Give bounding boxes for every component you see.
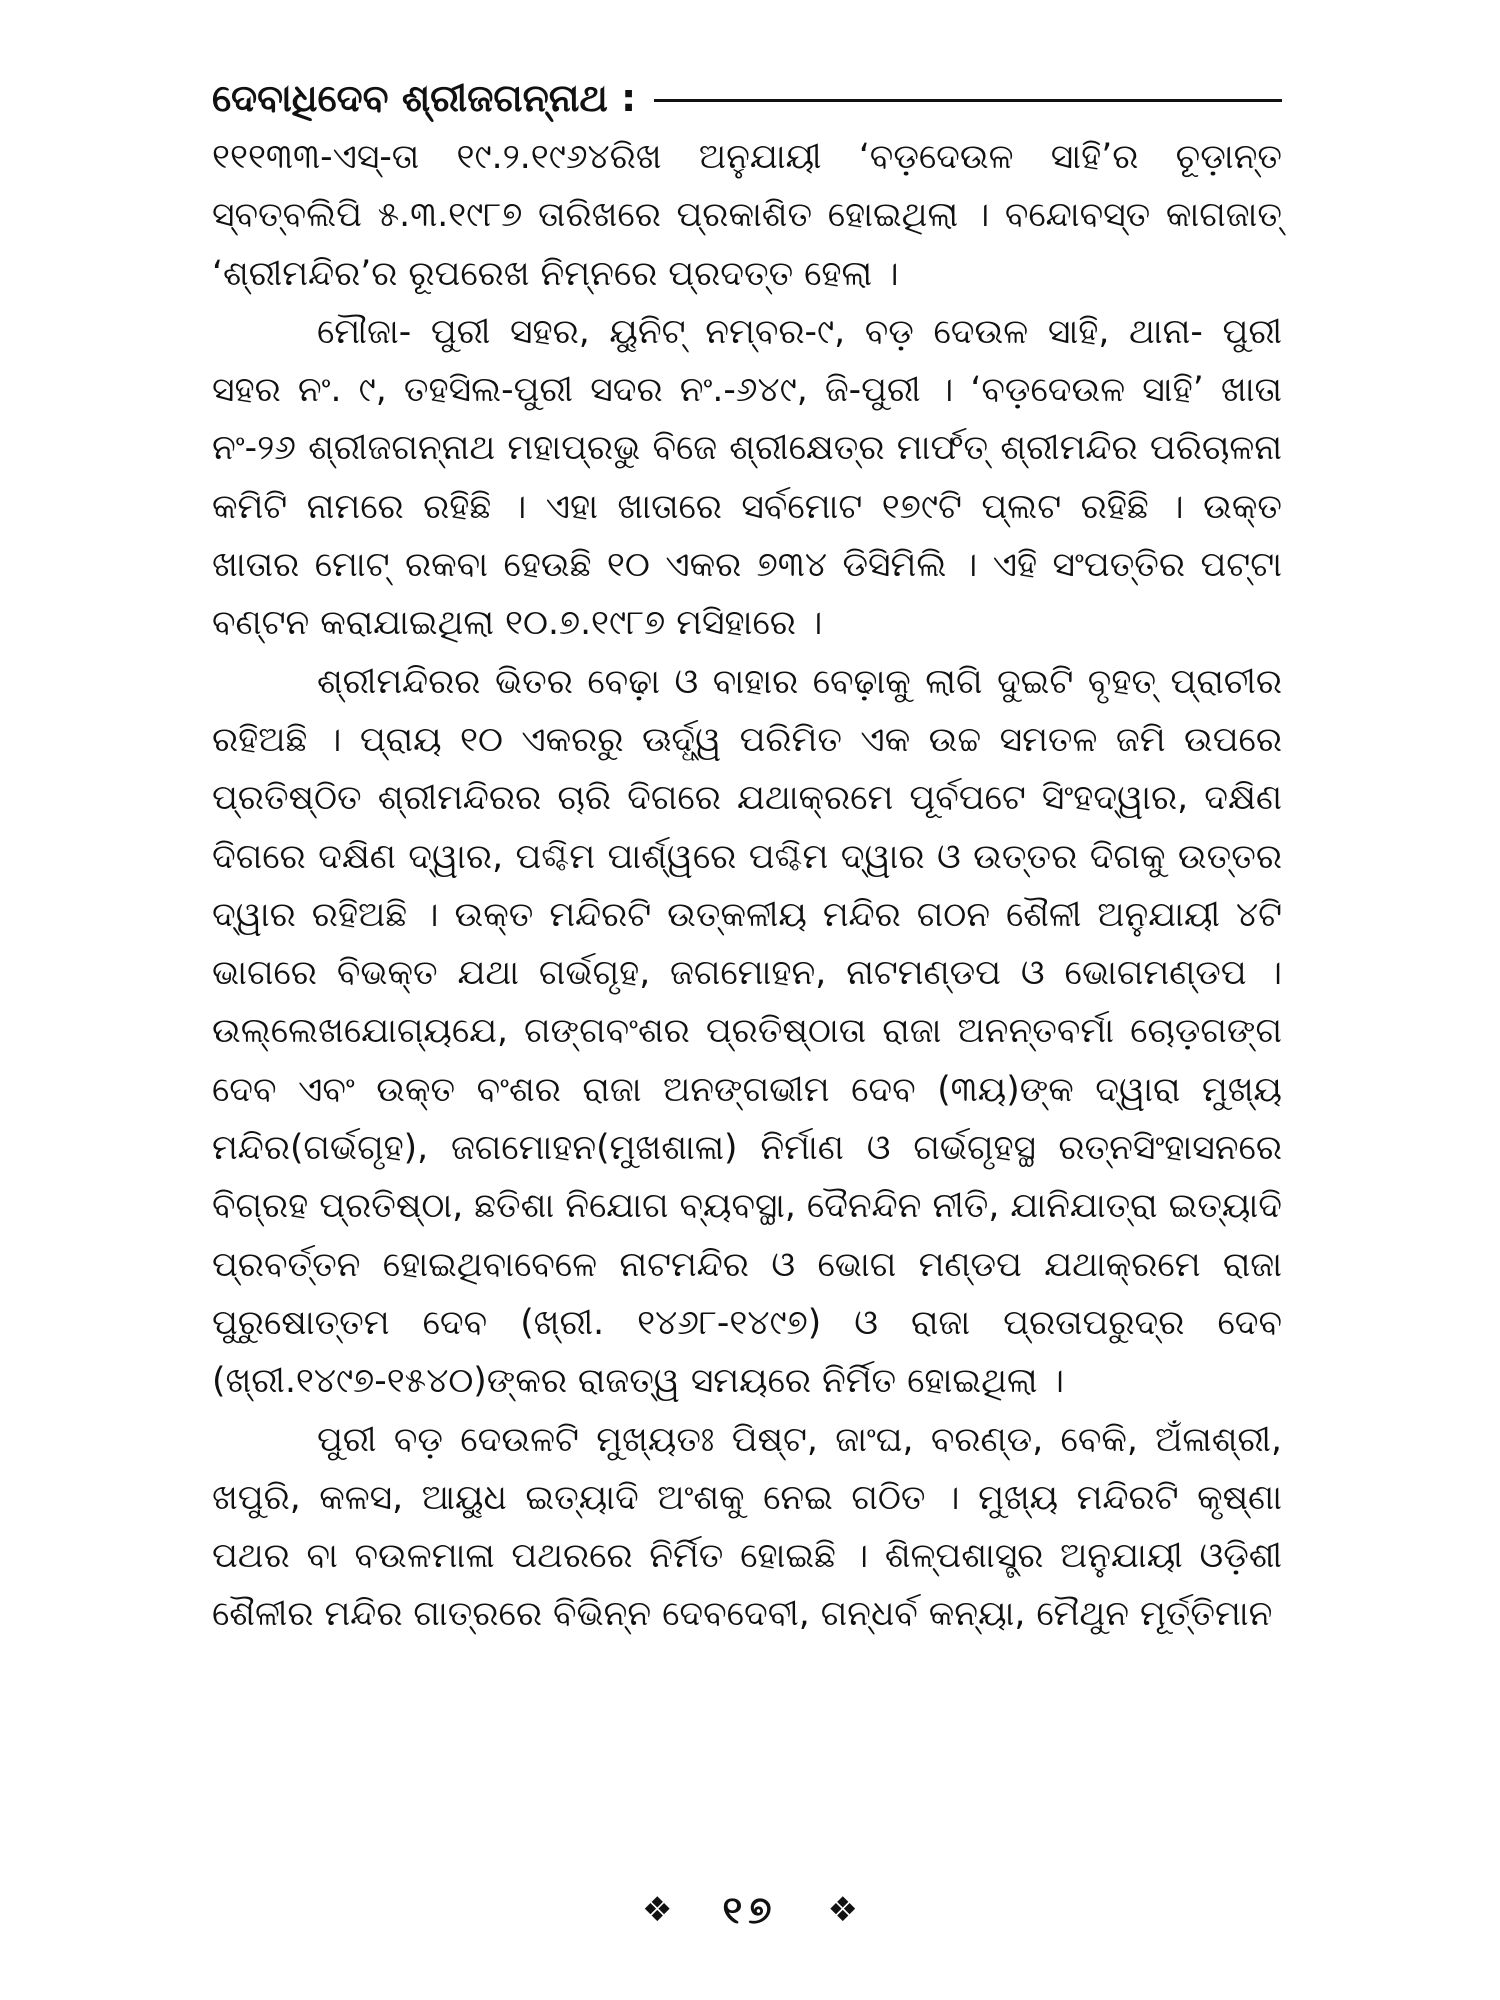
body-text: [212, 128, 1282, 1644]
paragraph-4: ପୁରୀ ବଡ଼ ଦେଉଳଟି ମୁଖ୍ୟତଃ ପିଷ୍ଟ, ଜାଂଘ, ବରଣ୍ଡ, ବେକି, ଅଁଳାଶ୍ରୀ, ଖପୁରି, କଳସ, ଆୟୁଧ ଇତ୍ୟାଦି ଅଂଶକୁ ନେଇ ଗଠିତ । ମୁଖ୍ୟ ମନ୍ଦିରଟି କୃଷ୍ଣା ପଥର ବା ବଉଳମାଳା ପଥରରେ ନିର୍ମିତ ହୋଇଛି । ଶିଳ୍ପଶାସ୍ତ୍ର ଅନୁଯାୟୀ ଓଡ଼ିଶୀ ଶୈଳୀର ମନ୍ଦିର ଗାତ୍ରରେ ବିଭିନ୍ନ ଦେବଦେବୀ, ଗନ୍ଧର୍ବ କନ୍ୟା, ମୈଥୁନ ମୂର୍ତ୍ତିମାନ: [212, 1419, 1282, 1635]
paragraph-2: ମୌଜା- ପୁରୀ ସହର, ୟୁନିଟ୍ ନମ୍ବର-୯, ବଡ଼ ଦେଉଳ ସାହି, ଥାନା- ପୁରୀ ସହର ନଂ. ୯, ତହସିଲ-ପୁରୀ ସଦର ନଂ.-୬୪୯, ଜି-ପୁରୀ । ‘ବଡ଼ଦେଉଳ ସାହି’ ଖାତା ନଂ-୨୬ ଶ୍ରୀଜଗନ୍ନାଥ ମହାପ୍ରଭୁ ବିଜେ ଶ୍ରୀକ୍ଷେତ୍ର ମାର୍ଫତ୍ ଶ୍ରୀମନ୍ଦିର ପରିଚାଳନା କମିଟି ନାମରେ ରହିଛି । ଏହା ଖାତାରେ ସର୍ବମୋଟ ୧୭୯ଟି ପ୍ଲଟ ରହିଛି । ଉକ୍ତ ଖାତାର ମୋଟ୍ ରକବା ହେଉଛି ୧୦ ଏକର ୭୩୪ ଡିସିମିଲି । ଏହି ସଂପତ୍ତିର ପଟ୍ଟା ବଣ୍ଟନ କରାଯାଇଥିଲା ୧୦.୭.୧୯୮୭ ମସିହାରେ ।: [212, 311, 1282, 644]
paragraph-1: ୧୧୧୩୩-ଏସ୍-ତା ୧୯.୨.୧୯୬୪ରିଖ ଅନୁଯାୟୀ ‘ବଡ଼ଦେଉଳ ସାହି’ର ଚୂଡ଼ାନ୍ତ ସ୍ବତ୍ବଲିପି ୫.୩.୧୯୮୭ ତାରିଖରେ ପ୍ରକାଶିତ ହୋଇଥିଲା । ବନ୍ଦୋବସ୍ତ କାଗଜାତ୍ ‘ଶ୍ରୀମନ୍ଦିର’ର ରୂପରେଖ ନିମ୍ନରେ ପ୍ରଦତ୍ତ ହେଲା ।: [212, 137, 1282, 294]
running-header: [212, 70, 1282, 126]
paragraph-3: ଶ୍ରୀମନ୍ଦିରର ଭିତର ବେଢ଼ା ଓ ବାହାର ବେଢ଼ାକୁ ଲାଗି ଦୁଇଟି ବୃହତ୍ ପ୍ରାଚୀର ରହିଅଛି । ପ୍ରାୟ ୧୦ ଏକରରୁ ଊର୍ଦ୍ଧ୍ୱ ପରିମିତ ଏକ ଉଚ୍ଚ ସମତଳ ଜମି ଉପରେ ପ୍ରତିଷ୍ଠିତ ଶ୍ରୀମନ୍ଦିରର ଚାରି ଦିଗରେ ଯଥାକ୍ରମେ ପୂର୍ବପଟେ ସିଂହଦ୍ୱାର, ଦକ୍ଷିଣ ଦିଗରେ ଦକ୍ଷିଣ ଦ୍ୱାର, ପଶ୍ଚିମ ପାର୍ଶ୍ୱରେ ପଶ୍ଚିମ ଦ୍ୱାର ଓ ଉତ୍ତର ଦିଗକୁ ଉତ୍ତର ଦ୍ୱାର ରହିଅଛି । ଉକ୍ତ ମନ୍ଦିରଟି ଉତ୍କଳୀୟ ମନ୍ଦିର ଗଠନ ଶୈଳୀ ଅନୁଯାୟୀ ୪ଟି ଭାଗରେ ବିଭକ୍ତ ଯଥା ଗର୍ଭଗୃହ, ଜଗମୋହନ, ନାଟମଣ୍ଡପ ଓ ଭୋଗମଣ୍ଡପ । ଉଲ୍ଲେଖଯୋଗ୍ୟଯେ, ଗଙ୍ଗବଂଶର ପ୍ରତିଷ୍ଠାତା ରାଜା ଅନନ୍ତବର୍ମା ଚୋଡ଼ଗଙ୍ଗ ଦେବ ଏବଂ ଉକ୍ତ ବଂଶର ରାଜା ଅନଙ୍ଗଭୀମ ଦେବ (୩ୟ)ଙ୍କ ଦ୍ୱାରା ମୁଖ୍ୟ ମନ୍ଦିର(ଗର୍ଭଗୃହ), ଜଗମୋହନ(ମୁଖଶାଳା) ନିର୍ମାଣ ଓ ଗର୍ଭଗୃହସ୍ଥ ରତ୍ନସିଂହାସନରେ ବିଗ୍ରହ ପ୍ରତିଷ୍ଠା, ଛତିଶା ନିଯୋଗ ବ୍ୟବସ୍ଥା, ଦୈନନ୍ଦିନ ନୀତି, ଯାନିଯାତ୍ରା ଇତ୍ୟାଦି ପ୍ରବର୍ତ୍ତନ ହୋଇଥିବାବେଳେ ନାଟମନ୍ଦିର ଓ ଭୋଗ ମଣ୍ଡପ ଯଥାକ୍ରମେ ରାଜା ପୁରୁଷୋତ୍ତମ ଦେବ (ଖ୍ରୀ. ୧୪୬୮-୧୪୯୭) ଓ ରାଜା ପ୍ରତାପରୁଦ୍ର ଦେବ (ଖ୍ରୀ.୧୪୯୭-୧୫୪୦)ଙ୍କର ରାଜତ୍ୱ ସମୟରେ ନିର୍ମିତ ହୋଇଥିଲା ।: [212, 661, 1282, 1402]
page-footer: [0, 1880, 1500, 1940]
header-title: ଦେବାଧିଦେବ ଶ୍ରୀଜଗନ୍ନାଥ :: [212, 75, 637, 120]
ornament-right-icon: ❖: [827, 1890, 859, 1930]
header-rule: [654, 99, 1282, 102]
ornament-left-icon: ❖: [641, 1890, 673, 1930]
page-number: ୧୭: [722, 1887, 778, 1932]
